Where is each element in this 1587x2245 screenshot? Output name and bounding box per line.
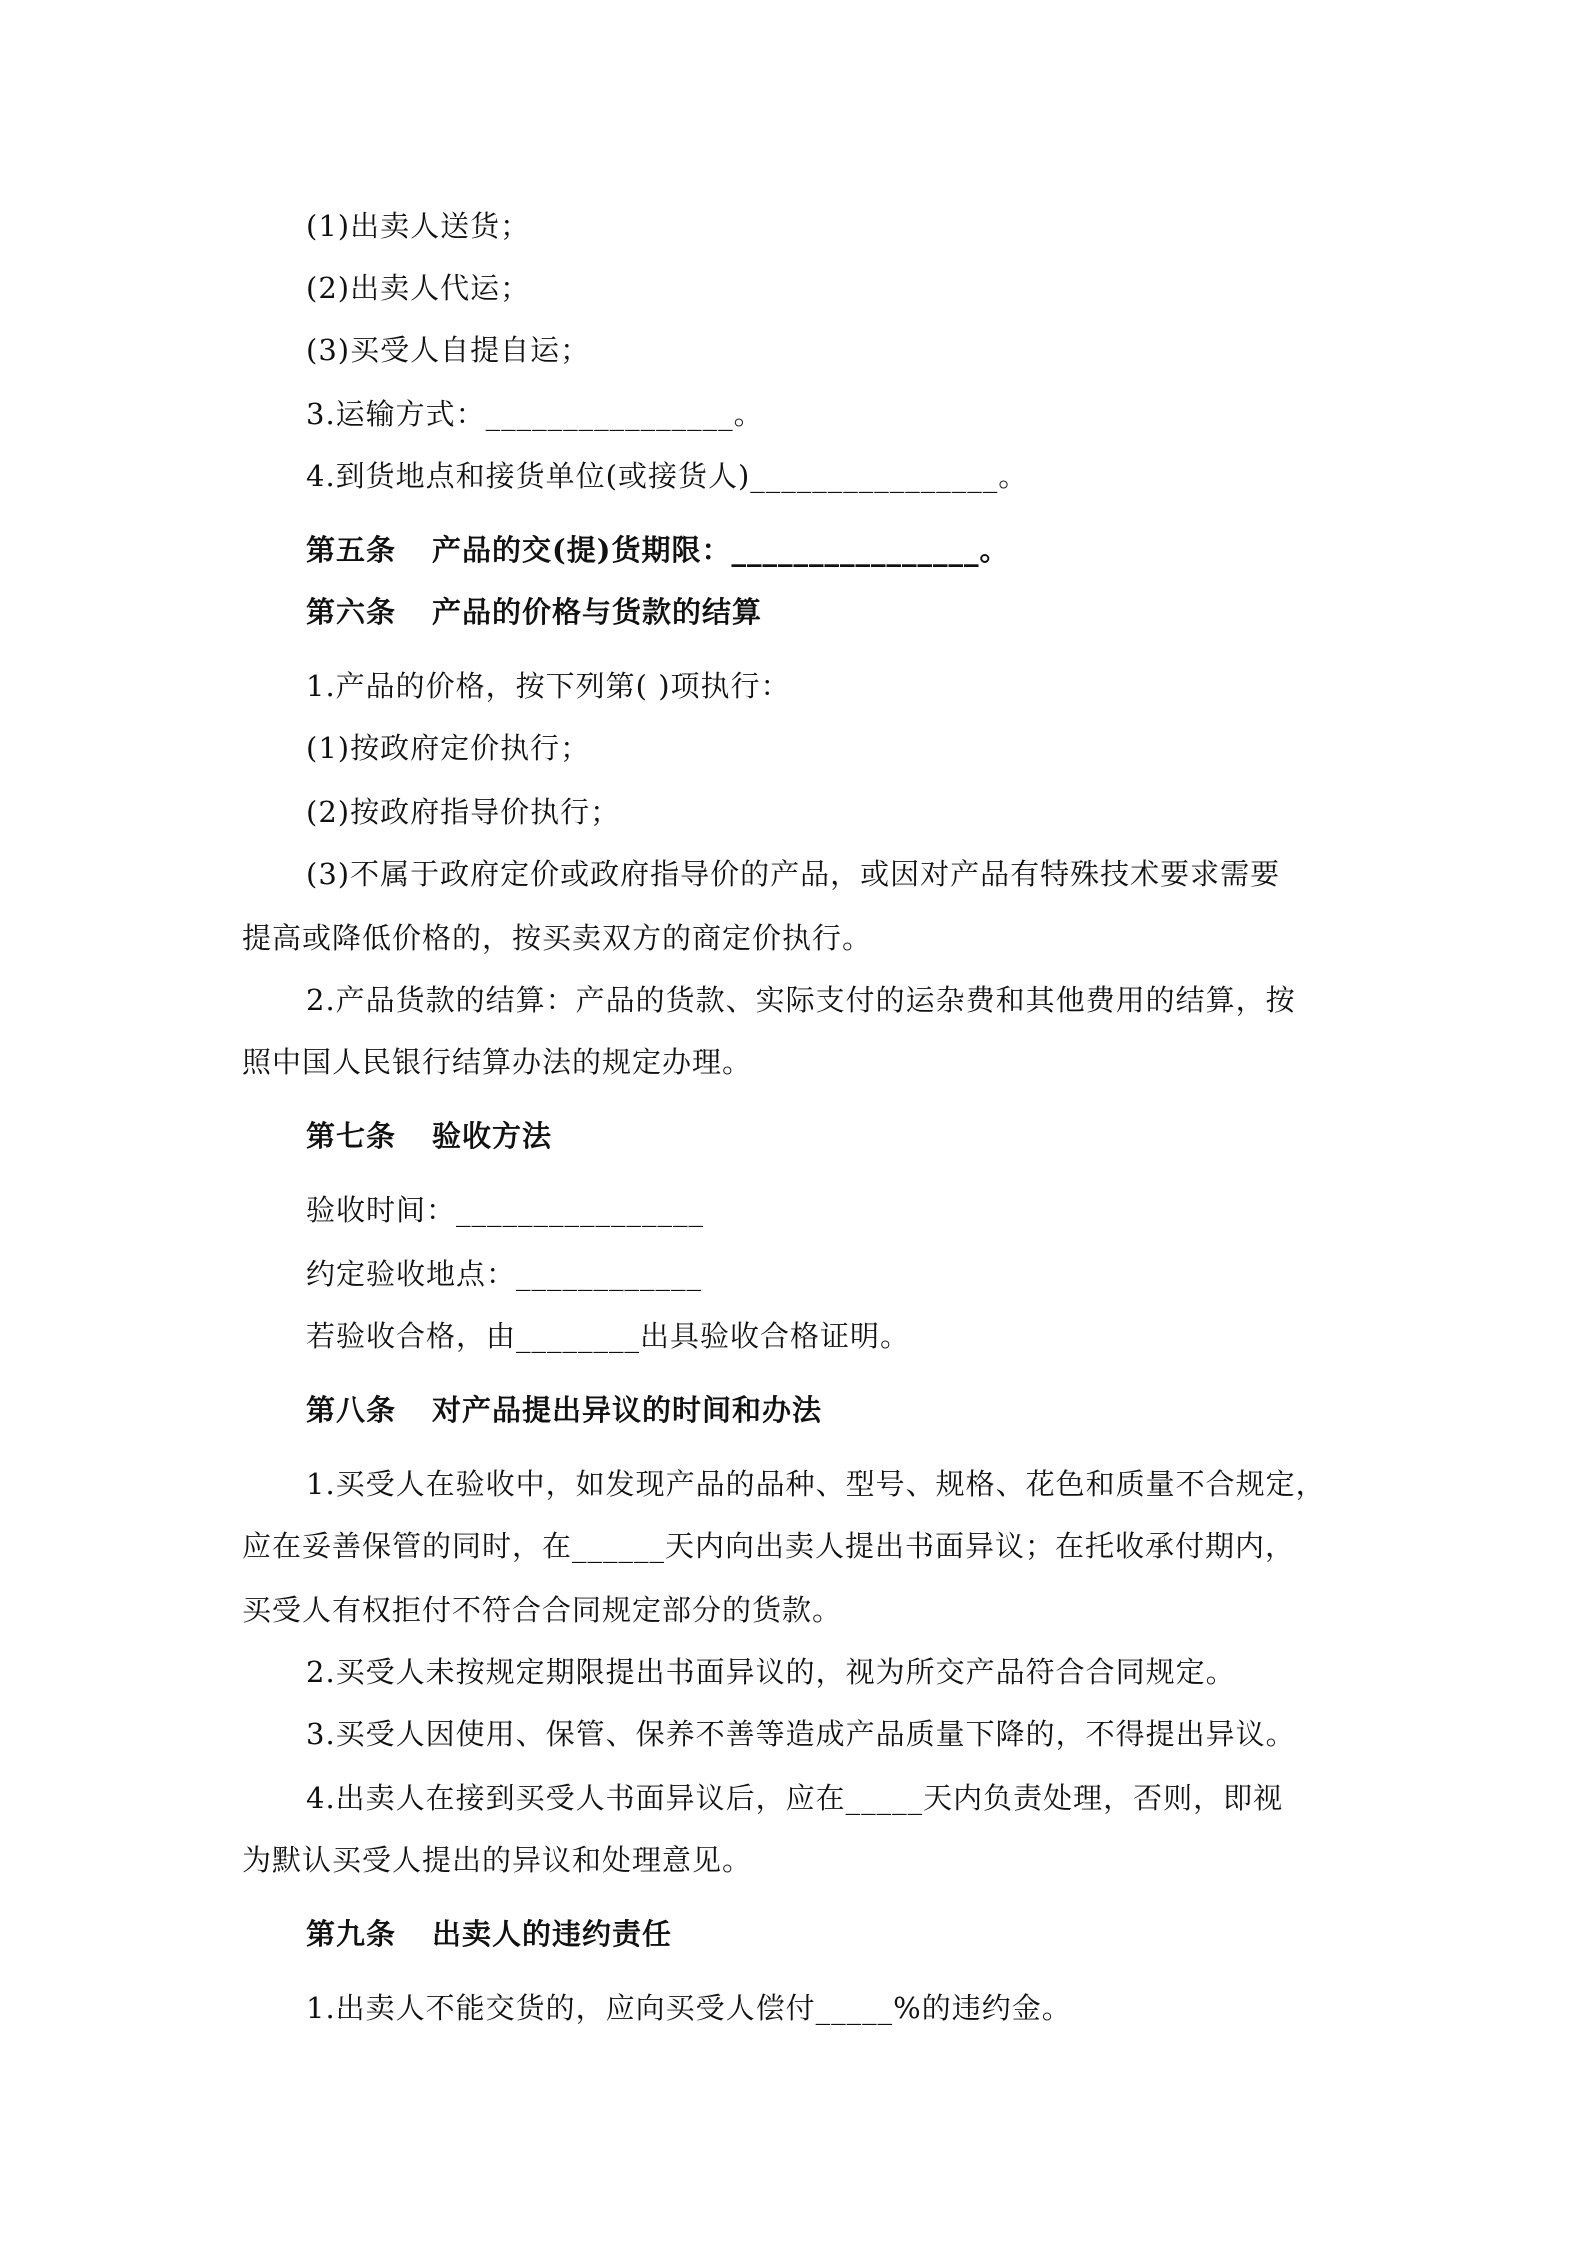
clause-line: (2)按政府指导价执行； (306, 795, 621, 829)
clause-line: 1.出卖人不能交货的，应向买受人偿付_____%的违约金。 (306, 1991, 1072, 2025)
article-heading-8 (306, 1390, 822, 1430)
clause-line: 约定验收地点：____________ (306, 1257, 703, 1291)
clause-line: 3.运输方式：________________。 (306, 397, 764, 431)
clause-line: (3)不属于政府定价或政府指导价的产品，或因对产品有特殊技术要求需要 (306, 857, 1281, 891)
clause-line: 提高或降低价格的，按买卖双方的商定价执行。 (242, 921, 873, 955)
clause-line: 1.买受人在验收中，如发现产品的品种、型号、规格、花色和质量不合规定， (306, 1467, 1326, 1501)
clause-line: (1)出卖人送货； (306, 209, 531, 243)
article-heading-7 (306, 1116, 552, 1156)
article-number: 第五条 (306, 533, 397, 567)
article-number: 第七条 (306, 1119, 397, 1153)
clause-line: 验收时间：________________ (306, 1193, 705, 1227)
clause-line: (2)出卖人代运； (306, 271, 531, 305)
clause-line: (1)按政府定价执行； (306, 731, 591, 765)
article-title: 出卖人的违约责任 (432, 1917, 673, 1951)
clause-line: 为默认买受人提出的异议和处理意见。 (242, 1843, 753, 1877)
clause-line: 2.产品货款的结算：产品的货款、实际支付的运杂费和其他费用的结算，按 (306, 983, 1296, 1017)
article-heading-5 (306, 530, 1009, 570)
clause-line: 1.产品的价格，按下列第( )项执行： (306, 669, 791, 703)
clause-line: 应在妥善保管的同时，在______天内向出卖人提出书面异议；在托收承付期内， (242, 1529, 1296, 1563)
clause-line: 照中国人民银行结算办法的规定办理。 (242, 1045, 753, 1079)
article-title: 产品的交(提)货期限：________________。 (432, 533, 1010, 567)
article-heading-9 (306, 1914, 672, 1954)
clause-line: 买受人有权拒付不符合合同规定部分的货款。 (242, 1593, 843, 1627)
article-title: 产品的价格与货款的结算 (432, 595, 763, 629)
article-heading-6 (306, 592, 762, 632)
article-number: 第六条 (306, 595, 397, 629)
clause-line: 4.到货地点和接货单位(或接货人)________________。 (306, 459, 1029, 493)
clause-line: 4.出卖人在接到买受人书面异议后，应在_____天内负责处理，否则，即视 (306, 1781, 1284, 1815)
article-title: 验收方法 (432, 1119, 553, 1153)
clause-line: 若验收合格，由________出具验收合格证明。 (306, 1319, 911, 1353)
clause-line: 3.买受人因使用、保管、保养不善等造成产品质量下降的，不得提出异议。 (306, 1717, 1296, 1751)
clause-line: 2.买受人未按规定期限提出书面异议的，视为所交产品符合合同规定。 (306, 1655, 1236, 1689)
article-title: 对产品提出异议的时间和办法 (432, 1393, 823, 1427)
clause-line: (3)买受人自提自运； (306, 333, 591, 367)
article-number: 第九条 (306, 1917, 397, 1951)
article-number: 第八条 (306, 1393, 397, 1427)
